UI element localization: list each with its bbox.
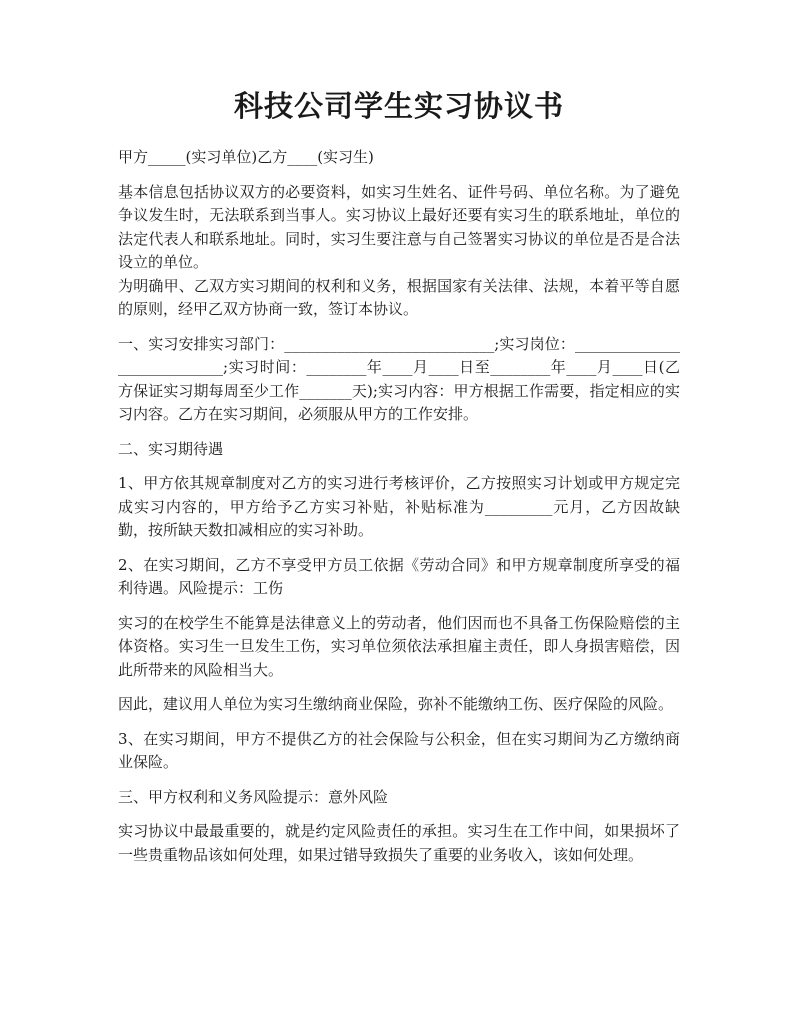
document-title: 科技公司学生实习协议书 [233,89,564,123]
purpose-paragraph: 为明确甲、乙双方实习期间的权利和义务，根据国家有关法律、法规，本着平等自愿的原则，经甲乙双方协商一致，签订本协议。 [118,276,680,318]
section-1-internship-arrangement: 一、实习安排实习部门：____________________________;实习岗位：____________________________;实习时间：________年____月____日至________年____月____日(乙方保证实习期每周至少工作_______天);实习内容：甲方根据工作需要，指定相应的实习内容。乙方在实习期间，必须服从甲方的工作安排。 [118,334,680,423]
section-2-heading: 二、实习期待遇 [118,439,224,458]
document-page [118,86,680,878]
basic-info-paragraph: 基本信息包括协议双方的必要资料，如实习生姓名、证件号码、单位名称。为了避免争议发生时，无法联系到当事人。实习协议上最好还要有实习生的联系地址，单位的法定代表人和联系地址。同时，实习生要注意与自己签署实习协议的单位是否是合法设立的单位。 [118,182,680,271]
clause-2-2: 2、在实习期间，乙方不享受甲方员工依据《劳动合同》和甲方规章制度所享受的福利待遇。风险提示：工伤 [118,555,680,597]
insurance-advice-paragraph: 因此，建议用人单位为实习生缴纳商业保险，弥补不能缴纳工伤、医疗保险的风险。 [118,695,674,713]
risk-responsibility-paragraph: 实习协议中最最重要的，就是约定风险责任的承担。实习生在工作中间，如果损坏了一些贵重物品该如何处理，如果过错导致损失了重要的业务收入，该如何处理。 [118,822,680,864]
clause-2-3: 3、在实习期间，甲方不提供乙方的社会保险与公积金，但在实习期间为乙方缴纳商业保险。 [118,729,680,771]
injury-risk-paragraph: 实习的在校学生不能算是法律意义上的劳动者，他们因而也不具备工伤保险赔偿的主体资格。实习生一旦发生工伤，实习单位须依法承担雇主责任，即人身损害赔偿，因此所带来的风险相当大。 [118,613,680,679]
section-3-heading: 三、甲方权利和义务风险提示：意外风险 [118,787,389,806]
parties-line: 甲方_____(实习单位)乙方____(实习生) [118,148,374,166]
clause-2-1: 1、甲方依其规章制度对乙方的实习进行考核评价，乙方按照实习计划或甲方规定完成实习内容的，甲方给予乙方实习补贴，补贴标准为_________元月，乙方因故缺勤，按所缺天数扣减相应的实习补助。 [118,474,680,539]
